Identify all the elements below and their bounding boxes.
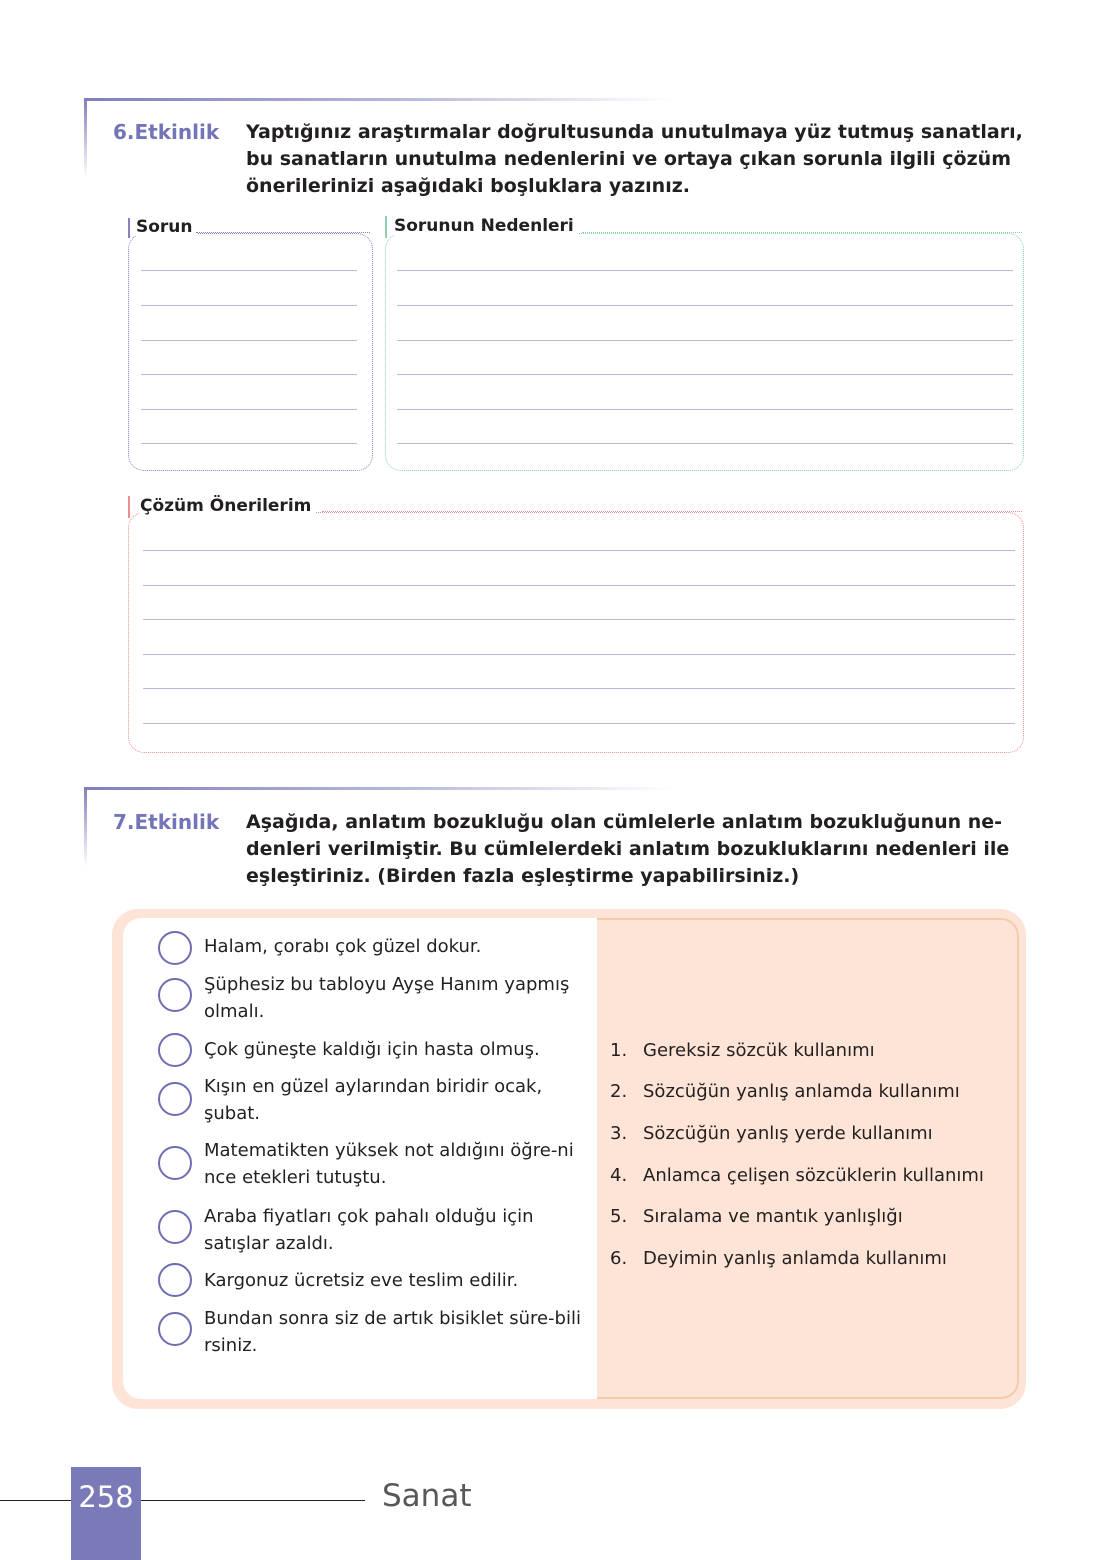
writing-line — [397, 409, 1013, 410]
reason-number: 2. — [610, 1081, 628, 1102]
activity7-instruction-line-2: denleri verilmiştir. Bu cümlelerdeki anlatım bozukluklarını nedenleri ile — [246, 838, 1010, 860]
problem-box[interactable] — [128, 233, 373, 471]
activity7-instruction — [246, 809, 1046, 890]
activity6-accent-vline — [84, 98, 87, 178]
answer-circle[interactable] — [158, 978, 192, 1012]
reason-text: Anlamca çelişen sözcüklerin kullanımı — [643, 1165, 984, 1186]
solutions-box-title: Çözüm Önerilerim — [140, 496, 315, 516]
answer-circle[interactable] — [158, 1210, 192, 1244]
reason-text: Deyimin yanlış anlamda kullanımı — [643, 1248, 947, 1269]
sentence-text: Halam, çorabı çok güzel dokur. — [204, 936, 482, 957]
activity6-label: 6.Etkinlik — [113, 120, 220, 144]
causes-box-title: Sorunun Nedenleri — [394, 216, 578, 236]
problem-title-dots — [196, 232, 370, 233]
footer-rule-left — [0, 1500, 71, 1501]
writing-line — [143, 723, 1015, 724]
reasons-panel — [597, 918, 1019, 1399]
answer-circle[interactable] — [158, 1082, 192, 1116]
subject-title: Sanat — [382, 1478, 472, 1514]
activity7-instruction-line-3: eşleştiriniz. (Birden fazla eşleştirme yapabilirsiniz.) — [246, 865, 800, 887]
footer-rule-right — [141, 1500, 365, 1501]
causes-box[interactable] — [385, 233, 1024, 471]
reason-item — [610, 1205, 903, 1229]
problem-box-title: Sorun — [136, 217, 197, 237]
sentence-text: Bundan sonra siz de artık bisiklet süre-bilirsiniz. — [204, 1308, 581, 1356]
reason-item — [610, 1080, 960, 1104]
reason-item — [610, 1122, 933, 1146]
writing-line — [141, 443, 357, 444]
reason-number: 4. — [610, 1165, 628, 1186]
answer-circle[interactable] — [158, 1263, 192, 1297]
reason-text: Sözcüğün yanlış anlamda kullanımı — [643, 1081, 960, 1102]
reason-number: 6. — [610, 1248, 628, 1269]
sentence-text: Araba fiyatları çok pahalı olduğu için satışlar azaldı. — [204, 1206, 534, 1254]
writing-line — [143, 585, 1015, 586]
reason-number: 3. — [610, 1123, 628, 1144]
activity7-accent-line — [84, 787, 674, 790]
sentence-text: Kargonuz ücretsiz eve teslim edilir. — [204, 1270, 519, 1291]
writing-line — [397, 340, 1013, 341]
activity6-instruction-line-3: önerilerinizi aşağıdaki boşluklara yazınız. — [246, 175, 690, 197]
answer-circle[interactable] — [158, 1033, 192, 1067]
activity7-label: 7.Etkinlik — [113, 810, 220, 834]
writing-line — [141, 305, 357, 306]
sentence-text: Kışın en güzel aylarından biridir ocak, şubat. — [204, 1076, 543, 1124]
writing-line — [141, 270, 357, 271]
activity6-accent-line — [84, 98, 674, 101]
writing-line — [141, 374, 357, 375]
writing-line — [397, 270, 1013, 271]
writing-line — [141, 409, 357, 410]
sentence-text: Matematikten yüksek not aldığını öğre-nince etekleri tutuştu. — [204, 1140, 574, 1188]
reason-text: Sıralama ve mantık yanlışlığı — [643, 1206, 903, 1227]
solutions-box[interactable] — [128, 512, 1024, 753]
answer-circle[interactable] — [158, 931, 192, 965]
reason-item — [610, 1247, 947, 1271]
writing-line — [141, 340, 357, 341]
answer-circle[interactable] — [158, 1312, 192, 1346]
reason-text: Sözcüğün yanlış yerde kullanımı — [643, 1123, 933, 1144]
writing-line — [143, 654, 1015, 655]
reason-item — [610, 1164, 984, 1188]
activity7-accent-vline — [84, 787, 87, 867]
writing-line — [143, 550, 1015, 551]
writing-line — [143, 619, 1015, 620]
answer-circle[interactable] — [158, 1146, 192, 1180]
problem-box-tick — [128, 218, 130, 238]
solutions-title-dots — [322, 511, 1022, 512]
activity6-instruction-line-2: bu sanatların unutulma nedenlerini ve ortaya çıkan sorunla ilgili çözüm — [246, 148, 1011, 170]
causes-title-dots — [582, 232, 1022, 233]
sentence-text: Çok güneşte kaldığı için hasta olmuş. — [204, 1039, 540, 1060]
reason-number: 1. — [610, 1040, 628, 1061]
causes-box-tick — [385, 216, 387, 238]
writing-line — [397, 374, 1013, 375]
writing-line — [143, 688, 1015, 689]
reason-number: 5. — [610, 1206, 628, 1227]
sentence-text: Şüphesiz bu tabloyu Ayşe Hanım yapmış olmalı. — [204, 974, 570, 1022]
solutions-box-tick — [128, 496, 130, 518]
reason-item — [610, 1039, 875, 1063]
activity6-instruction — [246, 119, 1046, 200]
activity6-instruction-line-1: Yaptığınız araştırmalar doğrultusunda unutulmaya yüz tutmuş sanatları, — [246, 121, 1023, 143]
activity7-instruction-line-1: Aşağıda, anlatım bozukluğu olan cümlelerle anlatım bozukluğunun ne- — [246, 811, 1003, 833]
reason-text: Gereksiz sözcük kullanımı — [643, 1040, 875, 1061]
writing-line — [397, 443, 1013, 444]
writing-line — [397, 305, 1013, 306]
page-number: 258 — [78, 1480, 134, 1514]
